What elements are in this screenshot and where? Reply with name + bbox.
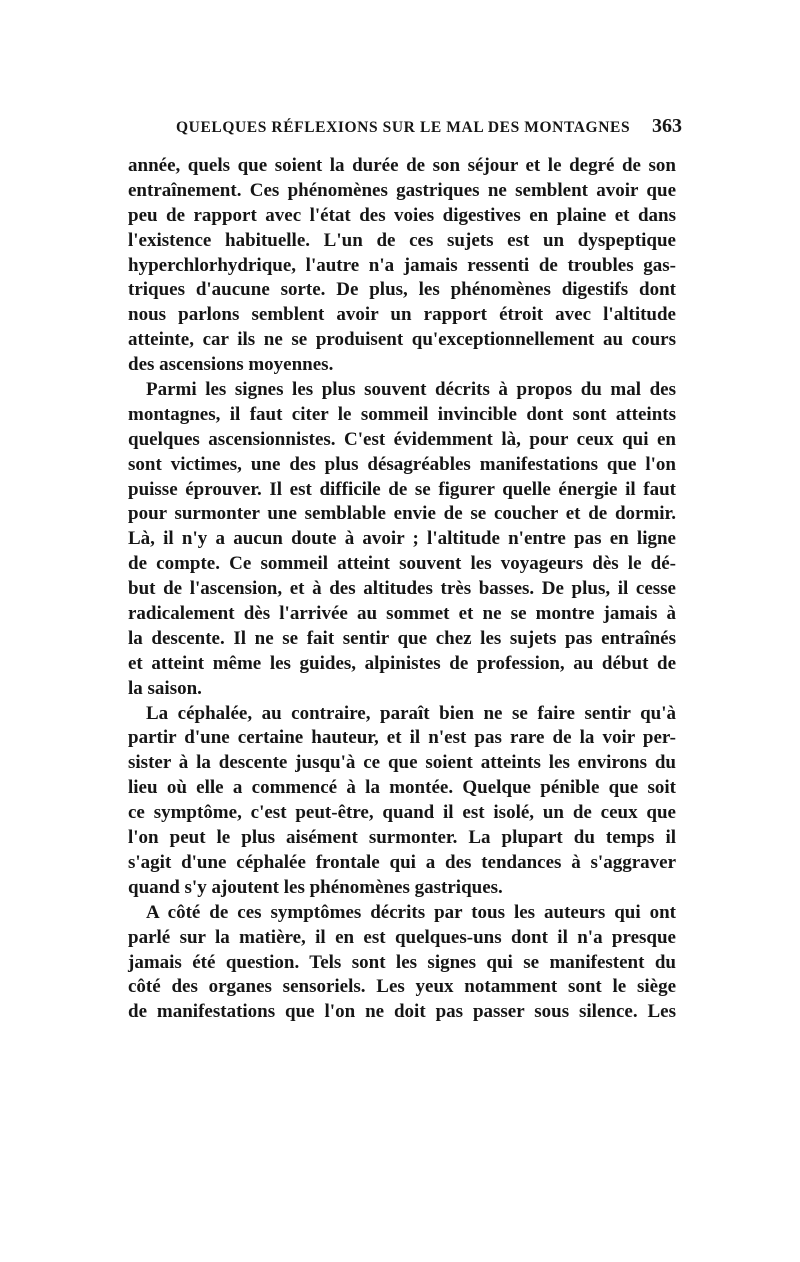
text-line: lieu où elle a commencé à la montée. Quelque pénible que soit [128,777,676,799]
text-line: côté des organes sensoriels. Les yeux notamment sont le siège [128,976,676,998]
text-line: Là, il n'y a aucun doute à avoir ; l'altitude n'entre pas en ligne [128,528,676,550]
text-line: parlé sur la matière, il en est quelques-uns dont il n'a presque [128,926,676,948]
text-line: la saison. [128,677,202,699]
text-line: quand s'y ajoutent les phénomènes gastriques. [128,876,503,898]
text-line: ce symptôme, c'est peut-être, quand il est isolé, un de ceux que [128,802,676,824]
page-number: 363 [652,115,682,137]
text-line: peu de rapport avec l'état des voies digestives en plaine et dans [128,204,676,226]
text-line: radicalement dès l'arrivée au sommet et ne se montre jamais à [128,603,676,625]
text-line: nous parlons semblent avoir un rapport étroit avec l'altitude [128,304,676,326]
text-line: de manifestations que l'on ne doit pas passer sous silence. Les [128,1001,676,1023]
text-line: entraînement. Ces phénomènes gastriques ne semblent avoir que [128,179,676,201]
text-line: hyperchlorhydrique, l'autre n'a jamais ressenti de troubles gas- [128,254,676,276]
text-line: but de l'ascension, et à des altitudes très basses. De plus, il cesse [128,578,676,600]
text-line: montagnes, il faut citer le sommeil invincible dont sont atteints [128,403,676,425]
paragraph-4 [128,901,676,1025]
text-line: puisse éprouver. Il est difficile de se figurer quelle énergie il faut [128,478,676,500]
text-line: sont victimes, une des plus désagréables manifestations que l'on [128,453,676,475]
text-line: quelques ascensionnistes. C'est évidemment là, pour ceux qui en [128,428,676,450]
running-head [176,115,682,141]
text-line: l'on peut le plus aisément surmonter. La plupart du temps il [128,827,676,849]
text-line: triques d'aucune sorte. De plus, les phénomènes digestifs dont [128,279,676,301]
body-text [128,154,676,1025]
paragraph-3 [128,702,676,901]
text-line: A côté de ces symptômes décrits par tous les auteurs qui ont [146,901,676,923]
text-line: partir d'une certaine hauteur, et il n'est pas rare de la voir per- [128,727,676,749]
text-line: de compte. Ce sommeil atteint souvent les voyageurs dès le dé- [128,553,676,575]
text-line: sister à la descente jusqu'à ce que soient atteints les environs du [128,752,676,774]
paragraph-2 [128,378,676,702]
text-line: l'existence habituelle. L'un de ces sujets est un dyspeptique [128,229,676,251]
running-title: QUELQUES RÉFLEXIONS SUR LE MAL DES MONTAGNES [176,119,631,136]
text-line: Parmi les signes les plus souvent décrits à propos du mal des [146,379,676,401]
text-line: s'agit d'une céphalée frontale qui a des tendances à s'aggraver [128,851,676,873]
text-line: La céphalée, au contraire, paraît bien ne se faire sentir qu'à [146,702,676,724]
text-line: la descente. Il ne se fait sentir que chez les sujets pas entraînés [128,627,676,649]
text-line: pour surmonter une semblable envie de se coucher et de dormir. [128,503,676,525]
paragraph-1 [128,154,676,378]
text-line: atteinte, car ils ne se produisent qu'exceptionnellement au cours [128,329,676,351]
text-line: année, quels que soient la durée de son séjour et le degré de son [128,155,676,176]
text-line: et atteint même les guides, alpinistes de profession, au début de [128,652,676,674]
text-line: jamais été question. Tels sont les signes qui se manifestent du [128,951,676,973]
text-line: des ascensions moyennes. [128,354,334,376]
